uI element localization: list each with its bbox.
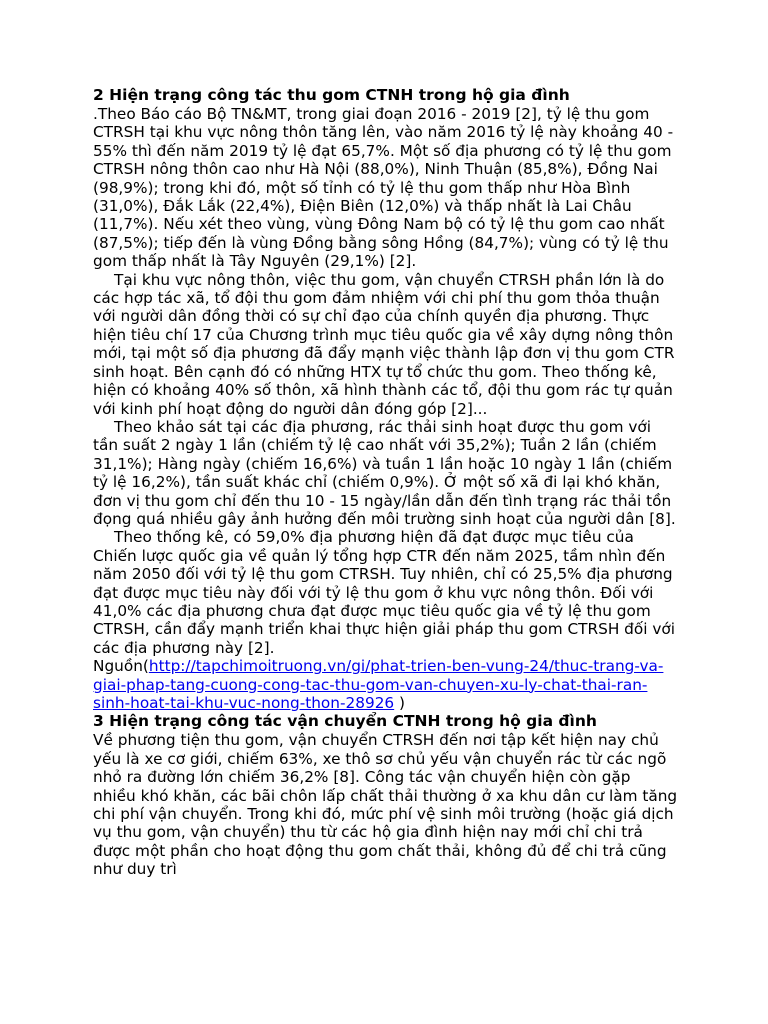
source-suffix: ) [394,694,406,712]
section-3-heading: 3 Hiện trạng công tác vận chuyển CTNH trong hộ gia đình [93,712,597,731]
source-citation [93,657,678,712]
section-2-paragraph-2: Tại khu vực nông thôn, việc thu gom, vận chuyển CTRSH phần lớn là do các hợp tác xã, tổ đội thu gom đảm nhiệm với chi phí thu gom thỏa thuận với người dân đồng thời có sự chỉ đạo của chính quyền địa phương. Thực hiện tiêu chí 17 của Chương trình mục tiêu quốc gia về xây dựng nông thôn mới, tại một số địa phương đã đẩy mạnh việc thành lập đơn vị thu gom CTR sinh hoạt. Bên cạnh đó có những HTX tự tổ chức thu gom. Theo thống kê, hiện có khoảng 40% số thôn, xã hình thành các tổ, đội thu gom rác tự quản với kinh phí hoạt động do người dân đóng góp [2]... [93,270,675,418]
source-link[interactable]: http://tapchimoitruong.vn/gi/phat-trien-ben-vung-24/thuc-trang-va-giai-phap-tang-cuong-cong-tac-thu-gom-van-chuyen-xu-ly-chat-thai-ran-sinh-hoat-tai-khu-vuc-nong-thon-28926 [93,657,664,712]
section-2-paragraph-3: Theo khảo sát tại các địa phương, rác thải sinh hoạt được thu gom với tần suất 2 ngày 1 lần (chiếm tỷ lệ cao nhất với 35,2%); Tuần 2 lần (chiếm 31,1%); Hàng ngày (chiếm 16,6%) và tuần 1 lần hoặc 10 ngày 1 lần (chiếm tỷ lệ 16,2%), tần suất khác chỉ (chiếm 0,9%). Ở một số xã đi lại khó khăn, đơn vị thu gom chỉ đến thu 10 - 15 ngày/lần dẫn đến tình trạng rác thải tồn đọng quá nhiều gây ảnh hưởng đến môi trường sinh hoạt của người dân [8]. [93,417,676,528]
section-2-paragraph-4: Theo thống kê, có 59,0% địa phương hiện đã đạt được mục tiêu của Chiến lược quốc gia về quản lý tổng hợp CTR đến năm 2025, tầm nhìn đến năm 2050 đối với tỷ lệ thu gom CTRSH. Tuy nhiên, chỉ có 25,5% địa phương đạt được mục tiêu này đối với tỷ lệ thu gom ở khu vực nông thôn. Đối với 41,0% các địa phương chưa đạt được mục tiêu quốc gia về tỷ lệ thu gom CTRSH, cần đẩy mạnh triển khai thực hiện giải pháp thu gom CTRSH đối với các địa phương này [2]. [93,528,676,657]
section-2-heading: 2 Hiện trạng công tác thu gom CTNH trong hộ gia đình [93,86,570,104]
source-prefix: Nguồn( [93,657,149,676]
section-3-paragraph-1: Về phương tiện thu gom, vận chuyển CTRSH đến nơi tập kết hiện nay chủ yếu là xe cơ giới, chiếm 63%, xe thô sơ chủ yếu vận chuyển rác từ các ngõ nhỏ ra đường lớn chiếm 36,2% [8]. Công tác vận chuyển hiện còn gặp nhiều khó khăn, các bãi chôn lấp chất thải thường ở xa khu dân cư làm tăng chi phí vận chuyển. Trong khi đó, mức phí vệ sinh môi trường (hoặc giá dịch vụ thu gom, vận chuyển) thu từ các hộ gia đình hiện nay mới chỉ chi trả được một phần cho hoạt động thu gom chất thải, không đủ để chi trả cũng như duy trì [93,731,678,879]
section-2-paragraph-1: .Theo Báo cáo Bộ TN&MT, trong giai đoạn 2016 - 2019 [2], tỷ lệ thu gom CTRSH tại khu vực nông thôn tăng lên, vào năm 2016 tỷ lệ này khoảng 40 - 55% thì đến năm 2019 tỷ lệ đạt 65,7%. Một số địa phương có tỷ lệ thu gom CTRSH nông thôn cao như Hà Nội (88,0%), Ninh Thuận (85,8%), Đồng Nai (98,9%); trong khi đó, một số tỉnh có tỷ lệ thu gom thấp như Hòa Bình (31,0%), Đắk Lắk (22,4%), Điện Biên (12,0%) và thấp nhất là Lai Châu (11,7%). Nếu xét theo vùng, vùng Đông Nam bộ có tỷ lệ thu gom cao nhất (87,5%); tiếp đến là vùng Đồng bằng sông Hồng (84,7%); vùng có tỷ lệ thu gom thấp nhất là Tây Nguyên (29,1%) [2]. [93,105,674,271]
